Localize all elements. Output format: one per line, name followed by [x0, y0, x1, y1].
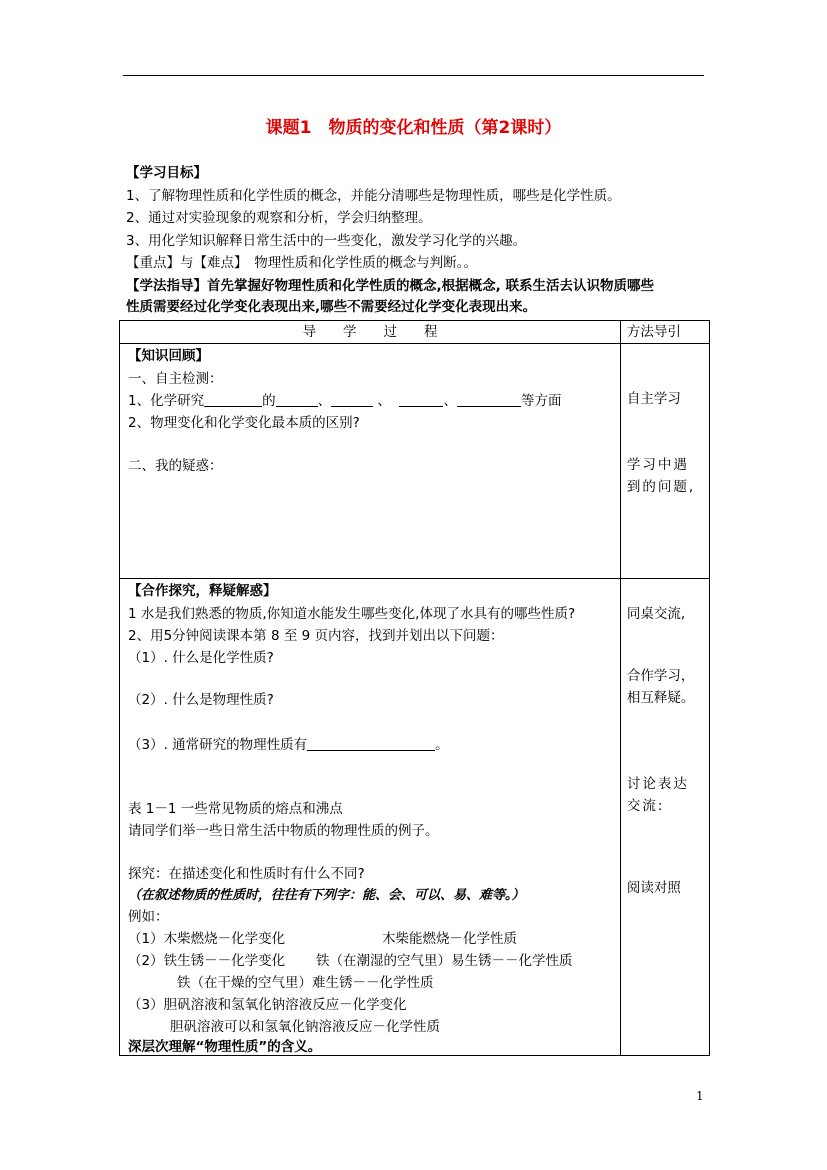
example-3b: 胆矾溶液可以和氢氧化钠溶液反应－化学性质: [170, 1019, 440, 1035]
review-question-2: 2、物理变化和化学变化最本质的区别?: [128, 415, 360, 431]
inquiry-text: 探究：在描述变化和性质时有什么不同?: [128, 866, 365, 882]
example-1b: 木柴能燃烧－化学性质: [382, 931, 517, 947]
example-label: 例如：: [128, 909, 169, 925]
learning-process-table: [119, 320, 710, 1056]
fill-blank[interactable]: [307, 736, 435, 751]
review-heading: 【知识回顾】: [128, 348, 209, 364]
page-number: 1: [696, 1089, 704, 1103]
explore-heading: 【合作探究，释疑解惑】: [128, 583, 277, 599]
objective-item: 3、用化学知识解释日常生活中的一些变化，激发学习化学的兴趣。: [126, 233, 527, 249]
review-section: [120, 344, 621, 579]
method-note: 自主学习: [626, 391, 681, 407]
method-note: 合作学习，相互释疑。: [626, 668, 695, 706]
review-method-column: [620, 344, 709, 579]
explore-question-2: 2、用5分钟阅读课本第 8 至 9 页内容，找到并划出以下问题：: [128, 628, 504, 644]
fill-blank[interactable]: [276, 392, 318, 407]
fill-blank[interactable]: [204, 392, 262, 407]
fill-blank[interactable]: [457, 392, 521, 407]
explore-method-column: [620, 579, 709, 1056]
deep-understanding: 深层次理解“物理性质”的含义。: [128, 1039, 322, 1055]
table-header-method: 方法导引: [620, 321, 709, 344]
objective-item: 2、通过对实验现象的观察和分析，学会归纳整理。: [126, 210, 432, 226]
sub-question-3: （3）. 通常研究的物理性质有 。: [128, 737, 449, 753]
doubts-label: 二、我的疑惑：: [128, 458, 223, 474]
objectives-heading: 【学习目标】: [126, 165, 207, 181]
key-points: 【重点】与【难点】 物理性质和化学性质的概念与判断。。: [126, 255, 477, 271]
method-guide-line1: 【学法指导】首先掌握好物理性质和化学性质的概念,根据概念, 联系生活去认识物质哪些: [126, 278, 654, 294]
method-note: 讨论表达交流:: [626, 776, 689, 814]
method-note: 阅读对照: [626, 880, 681, 896]
header-rule: [123, 75, 704, 76]
example-2b: 铁（在潮湿的空气里）易生锈－－化学性质: [316, 953, 573, 969]
method-guide-line2: 性质需要经过化学变化表现出来,哪些不需要经过化学变化表现出来。: [126, 299, 537, 315]
sub-question-2: （2）. 什么是物理性质?: [128, 692, 274, 708]
example-2a: （2）铁生锈－－化学变化: [128, 953, 286, 969]
explore-section: [120, 579, 621, 1056]
method-note: 学习中遇到的问题,: [626, 457, 696, 495]
example-2c: 铁（在干燥的空气里）难生锈－－化学性质: [177, 975, 434, 991]
table-caption: 表 1－1 一些常见物质的熔点和沸点: [128, 801, 343, 817]
self-check-label: 一、自主检测：: [128, 371, 223, 387]
example-1a: （1）木柴燃烧－化学变化: [128, 931, 286, 947]
fill-blank[interactable]: [399, 392, 443, 407]
inquiry-hint: （在叙述物质的性质时，往往有下列字：能、会、可以、易、难等。）: [128, 888, 525, 903]
ask-examples: 请同学们举一些日常生活中物质的物理性质的例子。: [128, 823, 439, 839]
page-title: 课题1 物质的变化和性质（第2课时）: [265, 118, 562, 138]
objective-item: 1、了解物理性质和化学性质的概念，并能分清哪些是物理性质，哪些是化学性质。: [126, 188, 621, 204]
sub-question-1: （1）. 什么是化学性质?: [128, 650, 274, 666]
method-note: 同桌交流,: [626, 606, 686, 622]
review-question-1: 1、化学研究 的 、 、 、 等方面: [128, 393, 562, 409]
explore-question-1: 1 水是我们熟悉的物质,你知道水能发生哪些变化,体现了水具有的哪些性质?: [128, 606, 576, 622]
example-3a: （3）胆矾溶液和氢氧化钠溶液反应－化学变化: [128, 997, 407, 1013]
table-header-process: 导 学 过 程: [120, 321, 621, 344]
fill-blank[interactable]: [331, 392, 373, 407]
